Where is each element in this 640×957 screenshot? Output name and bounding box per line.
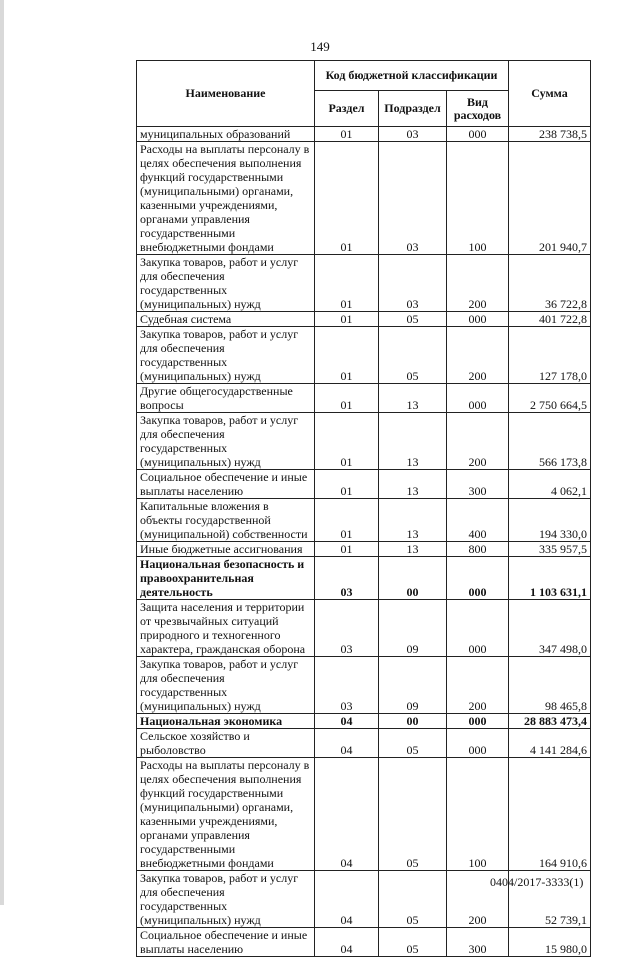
header-section: Раздел (315, 91, 379, 127)
row-sum: 164 910,6 (509, 758, 591, 871)
table-row (137, 758, 591, 871)
row-section: 04 (315, 758, 379, 871)
row-sum: 335 957,5 (509, 542, 591, 557)
row-expense-type: 200 (447, 327, 509, 384)
row-name: Закупка товаров, работ и услуг для обеспечения государственных (муниципальных) нужд (137, 255, 315, 312)
row-section: 03 (315, 600, 379, 657)
row-subsection: 09 (379, 600, 447, 657)
row-section: 01 (315, 312, 379, 327)
row-expense-type: 000 (447, 714, 509, 729)
budget-table (136, 60, 591, 957)
table-row (137, 729, 591, 758)
table-row (137, 384, 591, 413)
row-name: Расходы на выплаты персоналу в целях обеспечения выполнения функций государственными (муниципальными) органами, казенными учреждениями, органами управления государственными внебюджетными фондами (137, 758, 315, 871)
row-section: 03 (315, 557, 379, 600)
row-name: Закупка товаров, работ и услуг для обеспечения государственных (муниципальных) нужд (137, 871, 315, 928)
table-row (137, 142, 591, 255)
table-row (137, 470, 591, 499)
table-row (137, 127, 591, 142)
row-section: 04 (315, 871, 379, 928)
table-row (137, 499, 591, 542)
row-expense-type: 300 (447, 928, 509, 957)
row-expense-type: 200 (447, 413, 509, 470)
row-sum: 238 738,5 (509, 127, 591, 142)
row-name: муниципальных образований (137, 127, 315, 142)
row-name: Закупка товаров, работ и услуг для обеспечения государственных (муниципальных) нужд (137, 413, 315, 470)
row-sum: 4 062,1 (509, 470, 591, 499)
row-subsection: 13 (379, 413, 447, 470)
document-number: 0404/2017-3333(1) (490, 875, 584, 889)
row-name: Защита населения и территории от чрезвычайных ситуаций природного и техногенного характера, гражданская оборона (137, 600, 315, 657)
header-sum: Сумма (509, 61, 591, 127)
row-subsection: 03 (379, 255, 447, 312)
row-name: Другие общегосударственные вопросы (137, 384, 315, 413)
row-section: 04 (315, 729, 379, 758)
row-section: 01 (315, 127, 379, 142)
row-sum: 28 883 473,4 (509, 714, 591, 729)
row-expense-type: 100 (447, 142, 509, 255)
row-section: 01 (315, 142, 379, 255)
page-number: 149 (310, 39, 330, 54)
row-subsection: 13 (379, 499, 447, 542)
header-name: Наименование (137, 61, 315, 127)
row-expense-type: 200 (447, 255, 509, 312)
row-name: Расходы на выплаты персоналу в целях обеспечения выполнения функций государственными (муниципальными) органами, казенными учреждениями, органами управления государственными внебюджетными фондами (137, 142, 315, 255)
table-row (137, 542, 591, 557)
table-row (137, 557, 591, 600)
row-name: Закупка товаров, работ и услуг для обеспечения государственных (муниципальных) нужд (137, 657, 315, 714)
row-section: 01 (315, 255, 379, 312)
row-subsection: 05 (379, 928, 447, 957)
row-name: Социальное обеспечение и иные выплаты населению (137, 470, 315, 499)
row-expense-type: 400 (447, 499, 509, 542)
row-section: 01 (315, 413, 379, 470)
row-subsection: 05 (379, 871, 447, 928)
row-sum: 201 940,7 (509, 142, 591, 255)
row-sum: 2 750 664,5 (509, 384, 591, 413)
row-expense-type: 100 (447, 758, 509, 871)
row-subsection: 13 (379, 470, 447, 499)
row-sum: 52 739,1 (509, 871, 591, 928)
row-section: 04 (315, 928, 379, 957)
row-sum: 15 980,0 (509, 928, 591, 957)
table-row (137, 312, 591, 327)
table-row (137, 657, 591, 714)
row-subsection: 05 (379, 327, 447, 384)
row-section: 01 (315, 327, 379, 384)
row-expense-type: 000 (447, 127, 509, 142)
row-name: Социальное обеспечение и иные выплаты населению (137, 928, 315, 957)
row-subsection: 13 (379, 384, 447, 413)
row-sum: 127 178,0 (509, 327, 591, 384)
row-subsection: 05 (379, 729, 447, 758)
header-subsection: Подраздел (379, 91, 447, 127)
row-sum: 194 330,0 (509, 499, 591, 542)
row-subsection: 00 (379, 714, 447, 729)
row-name: Иные бюджетные ассигнования (137, 542, 315, 557)
table-row (137, 327, 591, 384)
row-section: 01 (315, 384, 379, 413)
scan-edge (0, 0, 4, 905)
row-expense-type: 000 (447, 557, 509, 600)
row-name: Национальная экономика (137, 714, 315, 729)
table-row (137, 928, 591, 957)
row-subsection: 00 (379, 557, 447, 600)
row-subsection: 13 (379, 542, 447, 557)
row-sum: 4 141 284,6 (509, 729, 591, 758)
row-name: Судебная система (137, 312, 315, 327)
row-section: 01 (315, 499, 379, 542)
row-subsection: 09 (379, 657, 447, 714)
row-expense-type: 300 (447, 470, 509, 499)
row-sum: 36 722,8 (509, 255, 591, 312)
row-expense-type: 200 (447, 657, 509, 714)
row-section: 01 (315, 542, 379, 557)
row-expense-type: 000 (447, 729, 509, 758)
row-expense-type: 000 (447, 312, 509, 327)
row-subsection: 03 (379, 142, 447, 255)
row-subsection: 05 (379, 312, 447, 327)
row-expense-type: 800 (447, 542, 509, 557)
row-section: 03 (315, 657, 379, 714)
table-row (137, 600, 591, 657)
row-subsection: 05 (379, 758, 447, 871)
table-row (137, 255, 591, 312)
table-row (137, 413, 591, 470)
row-sum: 566 173,8 (509, 413, 591, 470)
row-name: Национальная безопасность и правоохранительная деятельность (137, 557, 315, 600)
row-sum: 401 722,8 (509, 312, 591, 327)
row-name: Закупка товаров, работ и услуг для обеспечения государственных (муниципальных) нужд (137, 327, 315, 384)
row-name: Сельское хозяйство и рыболовство (137, 729, 315, 758)
row-expense-type: 200 (447, 871, 509, 928)
row-name: Капитальные вложения в объекты государственной (муниципальной) собственности (137, 499, 315, 542)
row-sum: 347 498,0 (509, 600, 591, 657)
row-sum: 1 103 631,1 (509, 557, 591, 600)
row-section: 01 (315, 470, 379, 499)
header-expense-type: Вид расходов (447, 91, 509, 127)
row-section: 04 (315, 714, 379, 729)
row-expense-type: 000 (447, 384, 509, 413)
row-subsection: 03 (379, 127, 447, 142)
header-code-group: Код бюджетной классификации (315, 61, 509, 91)
row-expense-type: 000 (447, 600, 509, 657)
row-sum: 98 465,8 (509, 657, 591, 714)
table-row (137, 714, 591, 729)
